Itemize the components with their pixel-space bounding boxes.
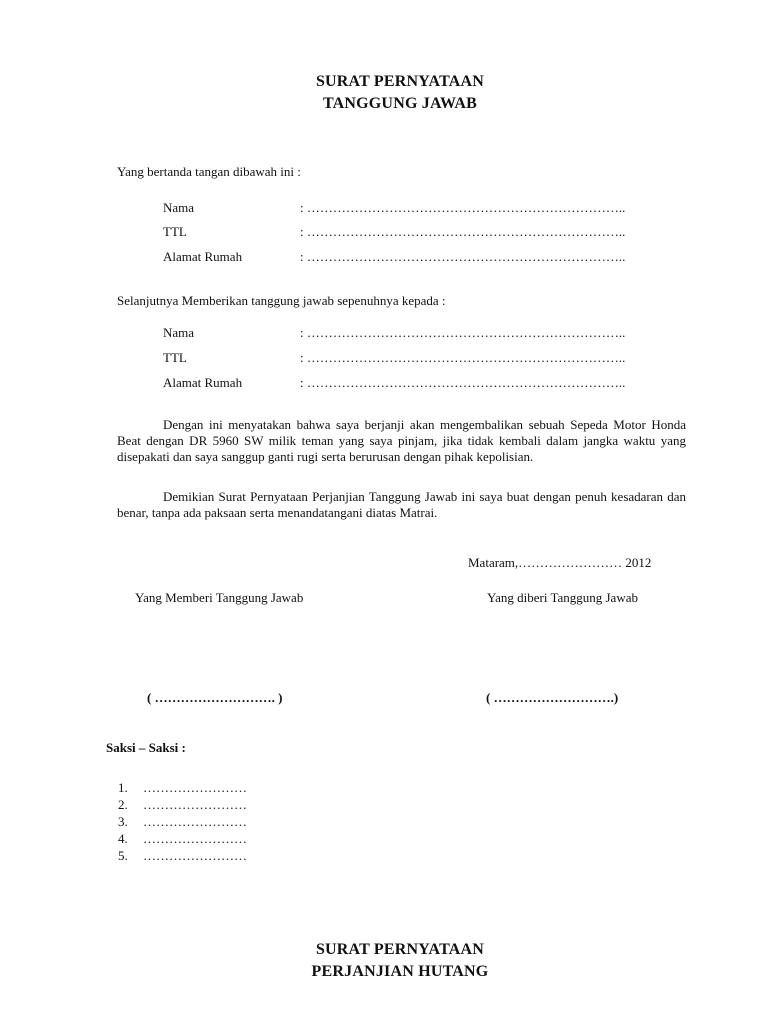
name-blank: : ……………………………………………………………….. (300, 200, 626, 215)
address-label: Alamat Rumah (163, 249, 243, 264)
document-title-line1: SURAT PERNYATAAN (315, 73, 485, 90)
ttl-blank: : ……………………………………………………………….. (300, 224, 626, 239)
recipient-intro: Selanjutnya Memberikan tanggung jawab sepenuhnya kepada : (117, 293, 446, 308)
closing-paragraph (117, 489, 686, 521)
intro-statement: Yang bertanda tangan dibawah ini : (117, 164, 301, 179)
address-blank: : ……………………………………………………………….. (300, 249, 626, 264)
second-document-title-line2: PERJANJIAN HUTANG (311, 963, 489, 980)
name-label: Nama (163, 325, 195, 340)
ttl-label: TTL (163, 224, 187, 239)
ttl-label: TTL (163, 350, 187, 365)
witness-blank: …………………… (143, 848, 247, 863)
name-blank: : ……………………………………………………………….. (300, 325, 626, 340)
witness-number: 1. (118, 780, 128, 795)
giver-title: Yang Memberi Tanggung Jawab (135, 590, 304, 605)
place-date: Mataram,…………………… 2012 (468, 555, 652, 570)
receiver-title: Yang diberi Tanggung Jawab (487, 590, 638, 605)
document-title-line2: TANGGUNG JAWAB (322, 95, 478, 112)
address-label: Alamat Rumah (163, 375, 243, 390)
ttl-blank: : ……………………………………………………………….. (300, 350, 626, 365)
giver-signature-line: ( ………………………. ) (147, 690, 283, 705)
witness-blank: …………………… (143, 831, 247, 846)
witness-heading: Saksi – Saksi : (106, 740, 186, 755)
witness-number: 2. (118, 797, 128, 812)
closing-text: Demikian Surat Pernyataan Perjanjian Tanggung Jawab ini saya buat dengan penuh kesadaran dan benar, tanpa ada paksaan serta menandatangani diatas Matrai. (117, 489, 686, 520)
witness-blank: …………………… (143, 780, 247, 795)
second-document-title-line1: SURAT PERNYATAAN (315, 941, 485, 958)
name-label: Nama (163, 200, 195, 215)
witness-blank: …………………… (143, 814, 247, 829)
witness-number: 5. (118, 848, 128, 863)
witness-number: 4. (118, 831, 128, 846)
statement-text: Dengan ini menyatakan bahwa saya berjanji akan mengembalikan sebuah Sepeda Motor Honda Beat dengan DR 5960 SW milik teman yang saya pinjam, jika tidak kembali dalam jangka waktu yang disepakati dan saya sanggup ganti rugi serta berurusan dengan pihak kepolisian. (117, 417, 686, 464)
receiver-signature-line: ( ……………………….) (486, 690, 619, 705)
statement-paragraph (117, 417, 686, 465)
witness-blank: …………………… (143, 797, 247, 812)
address-blank: : ……………………………………………………………….. (300, 375, 626, 390)
witness-number: 3. (118, 814, 128, 829)
